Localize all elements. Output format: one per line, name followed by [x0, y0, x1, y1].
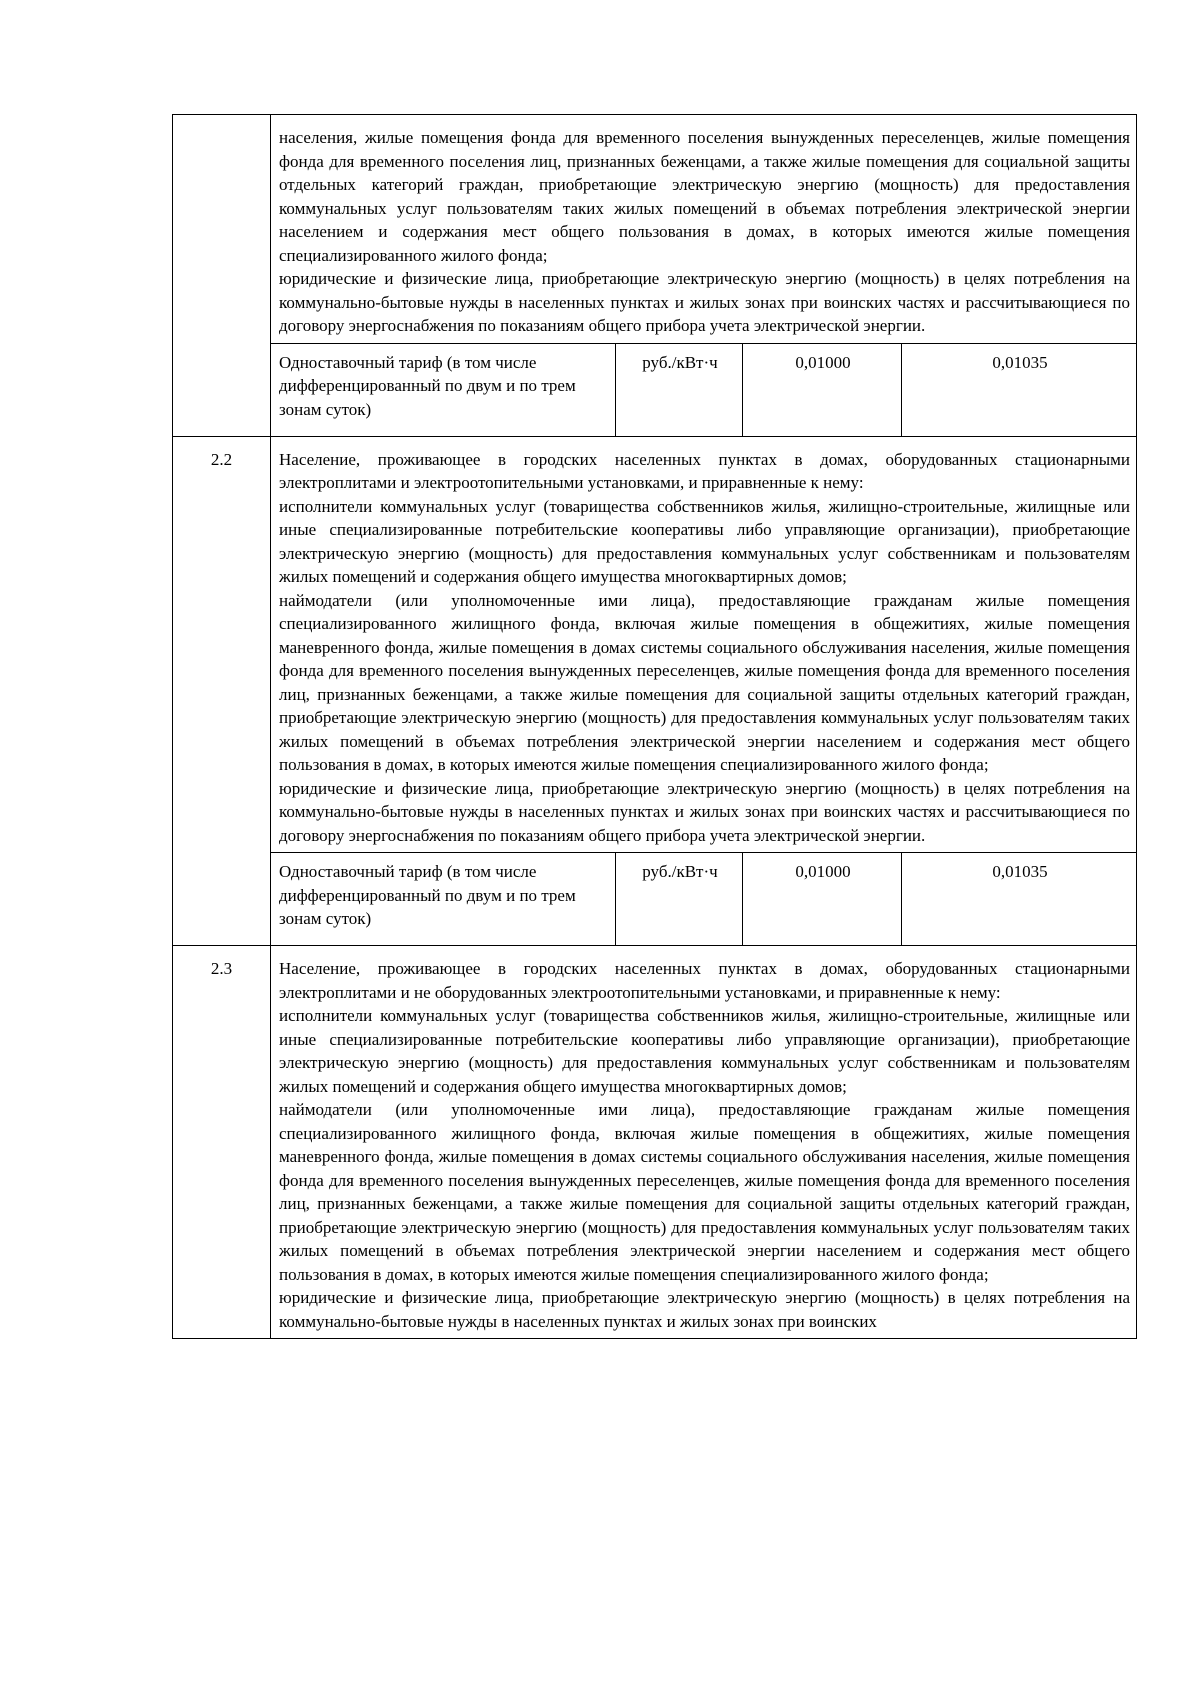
tariff-table — [172, 114, 1137, 1339]
description-paragraph: Население, проживающее в городских населенных пунктах в домах, оборудованных стационарными электроплитами и электроотопительными установками, и приравненные к нему: — [279, 449, 1130, 492]
description-paragraph: юридические и физические лица, приобретающие электрическую энергию (мощность) в целях потребления на коммунально-бытовые нужды в населенных пунктах и жилых зонах при воинских — [279, 1288, 1130, 1331]
tariff-value-1: 0,01000 — [743, 343, 902, 436]
tariff-row — [173, 853, 1137, 946]
tariff-value-2: 0,01035 — [902, 853, 1137, 946]
description-paragraph: исполнители коммунальных услуг (товарищества собственников жилья, жилищно-строительные, жилищные или иные специализированные потребительские кооперативы либо управляющие организации), приобретающие электрическую энергию (мощность) для предоставления коммунальных услуг собственникам и пользователям жилых помещений и содержания общего имущества многоквартирных домов; — [279, 1006, 1130, 1096]
description-paragraph: наймодатели (или уполномоченные ими лица), предоставляющие гражданам жилые помещения специализированного жилищного фонда, включая жилые помещения в общежитиях, жилые помещения маневренного фонда, жилые помещения в домах системы социального обслуживания населения, жилые помещения фонда для временного поселения вынужденных переселенцев, жилые помещения фонда для временного поселения лиц, признанных беженцами, а также жилые помещения для социальной защиты отдельных категорий граждан, приобретающие электрическую энергию (мощность) для предоставления коммунальных услуг пользователям таких жилых помещений в объемах потребления электрической энергии населением и содержания мест общего пользования в домах, в которых имеются жилые помещения специализированного жилого фонда; — [279, 1100, 1130, 1284]
tariff-name: Одноставочный тариф (в том числе дифференцированный по двум и по трем зонам суток) — [271, 853, 616, 946]
row-description — [271, 436, 1137, 853]
table-row — [173, 115, 1137, 344]
table-row — [173, 436, 1137, 853]
description-paragraph: наймодатели (или уполномоченные ими лица), предоставляющие гражданам жилые помещения специализированного жилищного фонда, включая жилые помещения в общежитиях, жилые помещения маневренного фонда, жилые помещения в домах системы социального обслуживания населения, жилые помещения фонда для временного поселения вынужденных переселенцев, жилые помещения фонда для временного поселения лиц, признанных беженцами, а также жилые помещения для социальной защиты отдельных категорий граждан, приобретающие электрическую энергию (мощность) для предоставления коммунальных услуг пользователям таких жилых помещений в объемах потребления электрической энергии населением и содержания мест общего пользования в домах, в которых имеются жилые помещения специализированного жилого фонда; — [279, 590, 1130, 774]
tariff-row — [173, 343, 1137, 436]
table-row — [173, 946, 1137, 1339]
tariff-unit: руб./кВт·ч — [616, 343, 743, 436]
description-paragraph: юридические и физические лица, приобретающие электрическую энергию (мощность) в целях потребления на коммунально-бытовые нужды в населенных пунктах и жилых зонах при воинских частях и рассчитывающиеся по договору энергоснабжения по показаниям общего прибора учета электрической энергии. — [279, 269, 1130, 335]
description-paragraph: юридические и физические лица, приобретающие электрическую энергию (мощность) в целях потребления на коммунально-бытовые нужды в населенных пунктах и жилых зонах при воинских частях и рассчитывающиеся по договору энергоснабжения по показаниям общего прибора учета электрической энергии. — [279, 778, 1130, 845]
row-description — [271, 115, 1137, 344]
tariff-unit: руб./кВт·ч — [616, 853, 743, 946]
row-number: 2.2 — [173, 436, 271, 946]
description-paragraph: исполнители коммунальных услуг (товарищества собственников жилья, жилищно-строительные, жилищные или иные специализированные потребительские кооперативы либо управляющие организации), приобретающие электрическую энергию (мощность) для предоставления коммунальных услуг собственникам и пользователям жилых помещений и содержания общего имущества многоквартирных домов; — [279, 496, 1130, 586]
description-paragraph: населения, жилые помещения фонда для временного поселения вынужденных переселенцев, жилые помещения фонда для временного поселения лиц, признанных беженцами, а также жилые помещения для социальной защиты отдельных категорий граждан, приобретающие электрическую энергию (мощность) для предоставления коммунальных услуг пользователям таких жилых помещений в объемах потребления электрической энергии населением и содержания мест общего пользования в домах, в которых имеются жилые помещения специализированного жилого фонда; — [279, 128, 1130, 265]
row-number: 2.3 — [173, 946, 271, 1339]
tariff-name: Одноставочный тариф (в том числе дифференцированный по двум и по трем зонам суток) — [271, 343, 616, 436]
tariff-value-1: 0,01000 — [743, 853, 902, 946]
row-number — [173, 115, 271, 437]
row-description — [271, 946, 1137, 1339]
description-paragraph: Население, проживающее в городских населенных пунктах в домах, оборудованных стационарными электроплитами и не оборудованных электроотопительными установками, и приравненные к нему: — [279, 959, 1130, 1002]
tariff-value-2: 0,01035 — [902, 343, 1137, 436]
